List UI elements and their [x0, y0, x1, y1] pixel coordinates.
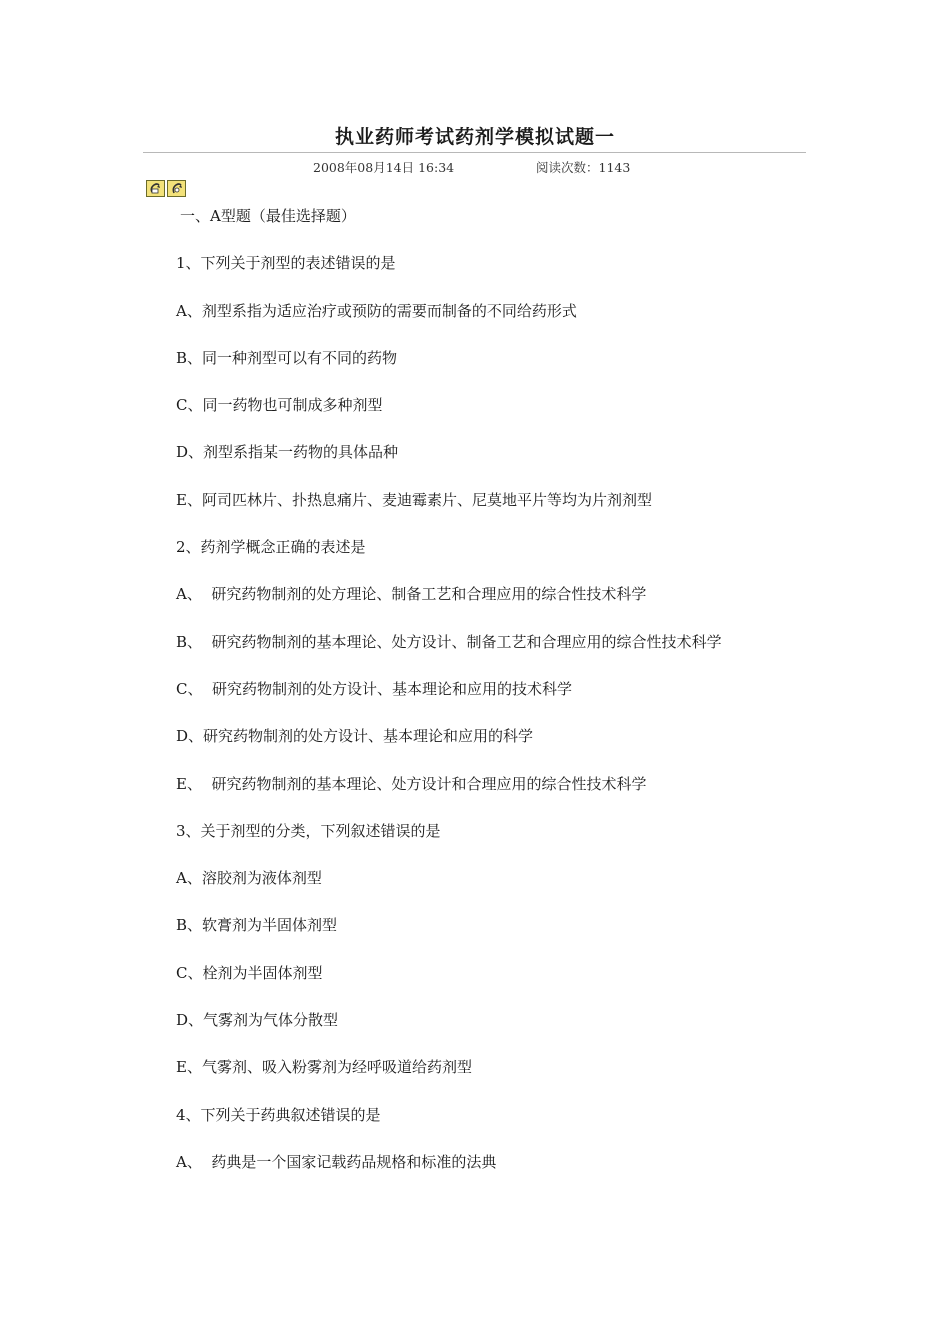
question-4-option-a: A、 药典是一个国家记载药品规格和标准的法典 [176, 1152, 497, 1171]
section-heading: 一、A型题（最佳选择题） [180, 207, 356, 225]
question-3: 3、关于剂型的分类，下列叙述错误的是 [176, 821, 441, 840]
title-divider [143, 152, 806, 153]
publish-date: 2008年08月14日 16:34 [313, 160, 455, 175]
read-count: 阅读次数：1143 [536, 160, 631, 175]
question-2: 2、药剂学概念正确的表述是 [176, 538, 366, 557]
question-1-option-e: E、阿司匹林片、扑热息痛片、麦迪霉素片、尼莫地平片等均为片剂剂型 [176, 490, 652, 509]
question-1-option-c: C、同一药物也可制成多种剂型 [176, 396, 383, 415]
question-1-option-b: B、同一种剂型可以有不同的药物 [176, 348, 398, 367]
question-3-option-e: E、气雾剂、吸入粉雾剂为经呼吸道给药剂型 [176, 1058, 472, 1077]
tools-icon[interactable] [167, 180, 186, 197]
question-3-option-b: B、软膏剂为半固体剂型 [176, 916, 338, 935]
question-1: 1、下列关于剂型的表述错误的是 [176, 254, 396, 273]
question-3-option-a: A、溶胶剂为液体剂型 [176, 869, 322, 888]
question-2-option-b: B、 研究药物制剂的基本理论、处方设计、制备工艺和合理应用的综合性技术科学 [176, 632, 722, 651]
question-2-option-a: A、 研究药物制剂的处方理论、制备工艺和合理应用的综合性技术科学 [176, 585, 647, 604]
print-icon[interactable] [146, 180, 165, 197]
question-1-option-a: A、剂型系指为适应治疗或预防的需要而制备的不同给药形式 [176, 301, 577, 320]
question-2-option-c: C、 研究药物制剂的处方设计、基本理论和应用的技术科学 [176, 679, 573, 698]
question-1-option-d: D、剂型系指某一药物的具体品种 [176, 443, 399, 462]
page-title: 执业药师考试药剂学模拟试题一 [334, 126, 615, 148]
question-4: 4、下列关于药典叙述错误的是 [176, 1105, 381, 1124]
article-body [176, 205, 816, 1198]
question-2-option-d: D、研究药物制剂的处方设计、基本理论和应用的科学 [176, 727, 534, 746]
question-2-option-e: E、 研究药物制剂的基本理论、处方设计和合理应用的综合性技术科学 [176, 774, 647, 793]
article-toolbar [146, 180, 186, 197]
question-3-option-d: D、气雾剂为气体分散型 [176, 1011, 339, 1030]
question-3-option-c: C、栓剂为半固体剂型 [176, 963, 323, 982]
